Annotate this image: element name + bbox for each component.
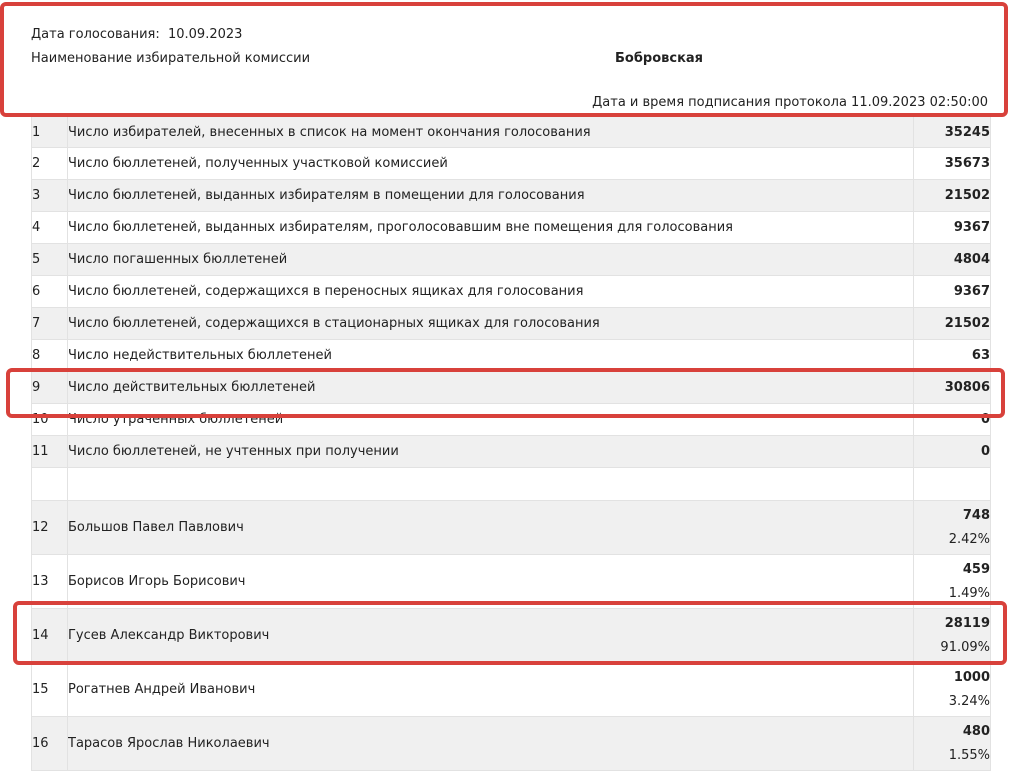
- candidate-result: [914, 501, 991, 555]
- candidate-percent: 1.49%: [948, 585, 990, 601]
- row-value: 21502: [914, 180, 991, 212]
- row-number: 9: [32, 372, 68, 404]
- row-number: 6: [32, 276, 68, 308]
- spacer-cell: [914, 468, 991, 501]
- row-number: 1: [32, 117, 68, 148]
- candidate-row: [32, 663, 991, 717]
- table-row: [32, 212, 991, 244]
- row-label: Число бюллетеней, полученных участковой комиссией: [68, 148, 914, 180]
- candidate-votes: 480: [962, 723, 990, 739]
- candidate-votes: 28119: [944, 615, 990, 631]
- table-spacer-row: [32, 468, 991, 501]
- candidate-number: 15: [32, 663, 68, 717]
- table-row: [32, 372, 991, 404]
- signed-datetime: [592, 95, 988, 111]
- candidate-number: 13: [32, 555, 68, 609]
- candidate-percent: 2.42%: [948, 531, 990, 547]
- signed-label: Дата и время подписания протокола: [592, 95, 847, 110]
- voting-date-value: 10.09.2023: [167, 27, 243, 42]
- row-label: Число действительных бюллетеней: [68, 372, 914, 404]
- row-value: 63: [914, 340, 991, 372]
- candidate-number: 14: [32, 609, 68, 663]
- row-label: Число бюллетеней, выданных избирателям, проголосовавшим вне помещения для голосования: [68, 212, 914, 244]
- row-value: 30806: [914, 372, 991, 404]
- candidate-name: Тарасов Ярослав Николаевич: [68, 717, 914, 771]
- candidate-row: [32, 555, 991, 609]
- table-row: [32, 308, 991, 340]
- table-row: [32, 404, 991, 436]
- row-label: Число погашенных бюллетеней: [68, 244, 914, 276]
- row-value: 35673: [914, 148, 991, 180]
- candidate-row: [32, 501, 991, 555]
- signed-value: 11.09.2023 02:50:00: [851, 95, 988, 110]
- row-label: Число бюллетеней, выданных избирателям в помещении для голосования: [68, 180, 914, 212]
- row-label: Число бюллетеней, не учтенных при получении: [68, 436, 914, 468]
- row-label: Число утраченных бюллетеней: [68, 404, 914, 436]
- candidate-percent: 3.24%: [948, 693, 990, 709]
- table-row: [32, 436, 991, 468]
- row-value: 35245: [914, 117, 991, 148]
- candidate-votes: 1000: [953, 669, 990, 685]
- row-value: 0: [914, 404, 991, 436]
- candidate-result: [914, 717, 991, 771]
- table-row: [32, 180, 991, 212]
- spacer-cell: [32, 468, 68, 501]
- row-value: 9367: [914, 276, 991, 308]
- candidate-number: 12: [32, 501, 68, 555]
- commission-name: Бобровская: [615, 51, 704, 66]
- row-value: 21502: [914, 308, 991, 340]
- row-value: 4804: [914, 244, 991, 276]
- candidate-result: [914, 609, 991, 663]
- voting-date-label: Дата голосования:: [31, 27, 160, 42]
- row-label: Число недействительных бюллетеней: [68, 340, 914, 372]
- protocol-header: [0, 0, 1009, 116]
- table-row: [32, 244, 991, 276]
- row-number: 11: [32, 436, 68, 468]
- row-number: 10: [32, 404, 68, 436]
- candidate-percent: 1.55%: [948, 747, 990, 763]
- table-row: [32, 148, 991, 180]
- candidate-name: Большов Павел Павлович: [68, 501, 914, 555]
- row-number: 4: [32, 212, 68, 244]
- row-number: 3: [32, 180, 68, 212]
- candidate-row: [32, 609, 991, 663]
- commission-label: Наименование избирательной комиссии: [31, 51, 311, 66]
- candidate-result: [914, 663, 991, 717]
- row-label: Число бюллетеней, содержащихся в переносных ящиках для голосования: [68, 276, 914, 308]
- spacer-cell: [68, 468, 914, 501]
- table-row: [32, 340, 991, 372]
- candidate-number: 16: [32, 717, 68, 771]
- row-number: 5: [32, 244, 68, 276]
- row-label: Число бюллетеней, содержащихся в стационарных ящиках для голосования: [68, 308, 914, 340]
- row-number: 7: [32, 308, 68, 340]
- candidate-votes: 459: [962, 561, 990, 577]
- candidate-result: [914, 555, 991, 609]
- candidate-name: Борисов Игорь Борисович: [68, 555, 914, 609]
- table-row: [32, 276, 991, 308]
- candidate-name: Рогатнев Андрей Иванович: [68, 663, 914, 717]
- candidate-votes: 748: [962, 507, 990, 523]
- voting-date: [31, 27, 242, 43]
- row-value: 9367: [914, 212, 991, 244]
- table-row: [32, 117, 991, 148]
- candidate-name: Гусев Александр Викторович: [68, 609, 914, 663]
- candidate-row: [32, 717, 991, 771]
- row-number: 8: [32, 340, 68, 372]
- candidate-percent: 91.09%: [940, 639, 990, 655]
- row-label: Число избирателей, внесенных в список на момент окончания голосования: [68, 117, 914, 148]
- protocol-table: [31, 116, 991, 771]
- row-number: 2: [32, 148, 68, 180]
- row-value: 0: [914, 436, 991, 468]
